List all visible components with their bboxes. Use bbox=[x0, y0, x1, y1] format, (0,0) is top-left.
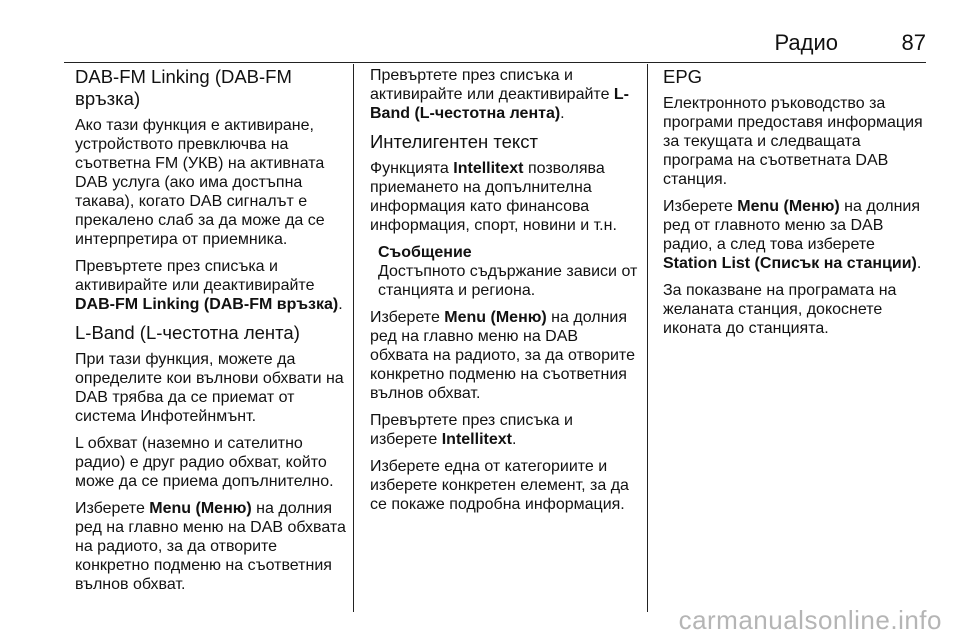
header-rule bbox=[64, 62, 926, 63]
page-number: 87 bbox=[901, 30, 926, 55]
paragraph: Превъртете през списъка и изберете Intellitext. bbox=[370, 412, 573, 448]
menu-term: Menu (Меню) bbox=[737, 198, 840, 215]
paragraph: Превъртете през списъка и активирайте или деактивирайте L-Band (L-честотна лента). bbox=[370, 67, 630, 122]
menu-term: DAB-FM Linking (DAB-FM връзка) bbox=[75, 296, 339, 313]
paragraph: За показване на програмата на желаната станция, докоснете иконата до станцията. bbox=[663, 282, 897, 337]
column-1 bbox=[75, 66, 347, 602]
section-title: Радио bbox=[774, 30, 838, 55]
note-text: Достъпното съдържание зависи от станцията и региона. bbox=[378, 263, 638, 299]
watermark: carmanualsonline.info bbox=[678, 605, 942, 635]
paragraph: L обхват (наземно и сателитно радио) е друг радио обхват, който може да се приема допълнително. bbox=[75, 435, 334, 490]
paragraph: Функцията Intellitext позволява приемането на допълнителна информация като финансова информация, спорт, новини и т.н. bbox=[370, 160, 617, 234]
menu-term: L-Band (L-честотна лента) bbox=[370, 86, 630, 122]
note-title: Съобщение bbox=[378, 244, 472, 261]
menu-term: Menu (Меню) bbox=[444, 309, 547, 326]
paragraph: Превъртете през списъка и активирайте или деактивирайте DAB-FM Linking (DAB-FM връзка). bbox=[75, 258, 343, 313]
page-header bbox=[64, 26, 926, 66]
menu-term: Menu (Меню) bbox=[149, 500, 252, 517]
paragraph: Изберете една от категориите и изберете конкретен елемент, за да се покаже подробна информация. bbox=[370, 458, 629, 513]
paragraph: Изберете Menu (Меню) на долния ред на главно меню на DAB обхвата на радиото, за да отворите конкретно подменю на съответния вълнов обхват. bbox=[75, 500, 346, 593]
menu-term: Intellitext bbox=[441, 431, 512, 448]
column-3 bbox=[663, 66, 933, 346]
paragraph: Изберете Menu (Меню) на долния ред от главното меню за DAB радио, а след това изберете Station List (Списък на станции). bbox=[663, 198, 922, 272]
column-2 bbox=[370, 66, 638, 522]
menu-term: Intellitext bbox=[453, 160, 524, 177]
menu-term: Station List (Списък на станции) bbox=[663, 255, 917, 272]
heading-l-band: L-Band (L-честотна лента) bbox=[75, 322, 300, 343]
paragraph: Електронното ръководство за програми предоставя информация за текущата и следващата програма на съответната DAB станция. bbox=[663, 95, 923, 188]
column-divider-1 bbox=[353, 64, 354, 612]
heading-dab-fm-linking: DAB-FM Linking (DAB-FM връзка) bbox=[75, 66, 292, 109]
column-divider-2 bbox=[647, 64, 648, 612]
heading-intellitext: Интелигентен текст bbox=[370, 131, 538, 152]
paragraph: Ако тази функция е активиране, устройството превключва на съответна FM (УКВ) на активната DAB услуга (ако има достъпна такава), когато DAB сигналът е прекалено слаб за да може да се интерпретира от приемника. bbox=[75, 117, 325, 248]
note-box bbox=[378, 243, 638, 300]
paragraph: При тази функция, можете да определите кои вълнови обхвати на DAB трябва да се приемат от система Инфотейнмънт. bbox=[75, 351, 344, 425]
paragraph: Изберете Menu (Меню) на долния ред на главно меню на DAB обхвата на радиото, за да отворите конкретно подменю на съответния вълнов обхват. bbox=[370, 309, 635, 402]
heading-epg: EPG bbox=[663, 66, 703, 87]
